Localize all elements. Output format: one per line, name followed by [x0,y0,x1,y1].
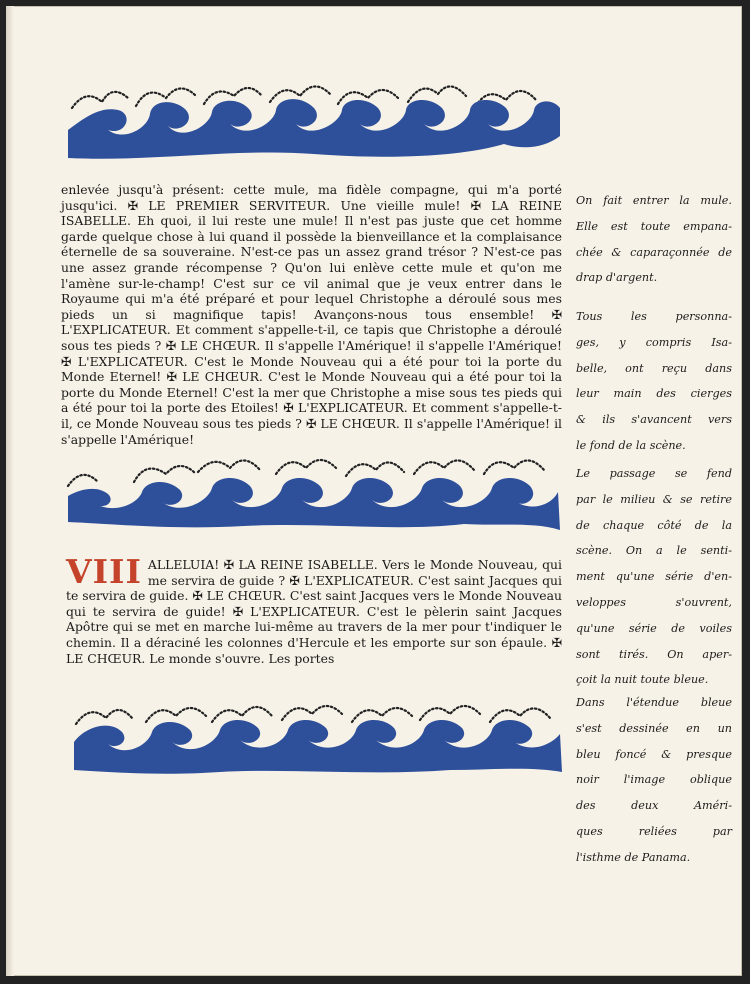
dialogue-paragraph-2: ALLELUIA! ✠ LA REINE ISABELLE. Vers le Monde Nouveau, qui me servira de guide ? ✠ L'EXPLICATEUR. C'est saint Jacques qui te servira de guide. ✠ LE CHŒUR. C'est saint Jacques vers le Monde Nouveau qui te servira de guide! ✠ L'EXPLICATEUR. C'est le pèlerin saint Jacques Apôtre qui se met en marche lui-même au travers de la mer pour t'indiquer le chemin. Il a déraciné les colonnes d'Hercule et les emporte sur son épaule. ✠ LE CHŒUR. Le monde s'ouvre. Les portes [66,557,562,666]
stage-line: Le passage se fend [576,467,732,480]
stage-line: sont tirés. On aper- [576,647,732,661]
stage-line: çoit la nuit toute bleue. [576,673,709,687]
main-text-block [61,182,562,447]
stage-line: drap d'argent. [576,271,658,285]
stage-line: des deux Améri- [576,799,732,813]
stage-line: qu'une série de voiles [576,621,732,635]
stage-line: Elle est toute empana- [576,219,732,233]
wave-band-blue [68,478,560,530]
stage-line: Tous les personna- [576,310,732,323]
stage-line: scène. On a le senti- [576,544,732,558]
stage-line: l'isthme de Panama. [576,850,691,864]
stage-line: noir l'image oblique [576,773,732,787]
stage-line: Dans l'étendue bleue [576,696,732,709]
stage-direction-1 [576,188,732,291]
wave-ornament-middle [64,452,564,536]
stage-direction-3 [576,461,732,693]
wave-ornament-bottom [70,696,566,780]
ornamental-wave-icon [68,86,560,158]
stage-line: de chaque côté de la [576,518,732,532]
stage-line: ges, y compris Isa- [576,335,732,349]
stage-direction-2 [576,304,732,459]
stage-line: par le milieu & se retire [576,492,732,506]
section-numeral-dropcap: VIII [66,552,142,591]
stage-line: le fond de la scène. [576,438,686,452]
ornamental-wave-icon [74,706,562,774]
ornamental-wave-icon [68,460,560,530]
section-viii-block [66,552,562,666]
stage-direction-4 [576,690,732,871]
stage-line: bleu foncé & presque [576,747,732,761]
stage-line: On fait entrer la mule. [576,194,732,207]
wave-ornament-top [64,78,564,164]
wave-band-blue [68,99,560,159]
stage-line: & ils s'avancent vers [576,413,732,427]
stage-line: chée & caparaçonnée de [576,245,732,259]
stage-line: s'est dessinée en un [576,721,732,735]
dialogue-paragraph-1: enlevée jusqu'à présent: cette mule, ma fidèle compagne, qui m'a porté jusqu'ici. ✠ LE PREMIER SERVITEUR. Une vieille mule! ✠ LA REINE ISABELLE. Eh quoi, il lui reste une mule! Il n'est pas juste que cet homme garde quelque chose à lui quand il possède la bienveillance et la complaisance éternelle de sa souveraine. N'est-ce pas un assez grand trésor ? N'est-ce pas une assez grande récompense ? Qu'on lui enlève cette mule et qu'on me l'amène sur-le-champ! C'est sur ce vil animal que je veux entrer dans le Royaume qui m'a été préparé et pour lequel Christophe a déroulé sous mes pieds un si magnifique tapis! Avançons-nous tous ensemble! ✠ L'EXPLICATEUR. Et comment s'appelle-t-il, ce tapis que Christophe a déroulé sous tes pieds ? ✠ LE CHŒUR. Il s'appelle l'Amérique! il s'appelle l'Amérique! ✠ L'EXPLICATEUR. C'est le Monde Nouveau qui a été pour toi la porte du Monde Eternel! ✠ LE CHŒUR. C'est le Monde Nouveau qui a été pour toi la porte du Monde Eternel! C'est la mer que Christophe a mise sous tes pieds qui a été pour toi la porte des Etoiles! ✠ L'EXPLICATEUR. Et comment s'appelle-t-il, ce Monde Nouveau sous tes pieds ? ✠ LE CHŒUR. Il s'appelle l'Amérique! il s'appelle l'Amérique! [61,182,562,447]
stage-line: ques reliées par [576,824,732,838]
book-page [6,6,742,976]
stage-line: leur main des cierges [576,387,732,401]
stage-line: belle, ont reçu dans [576,361,732,375]
stage-line: veloppes s'ouvrent, [576,595,732,609]
stage-line: ment qu'une série d'en- [576,570,732,584]
wave-band-blue [74,720,562,774]
